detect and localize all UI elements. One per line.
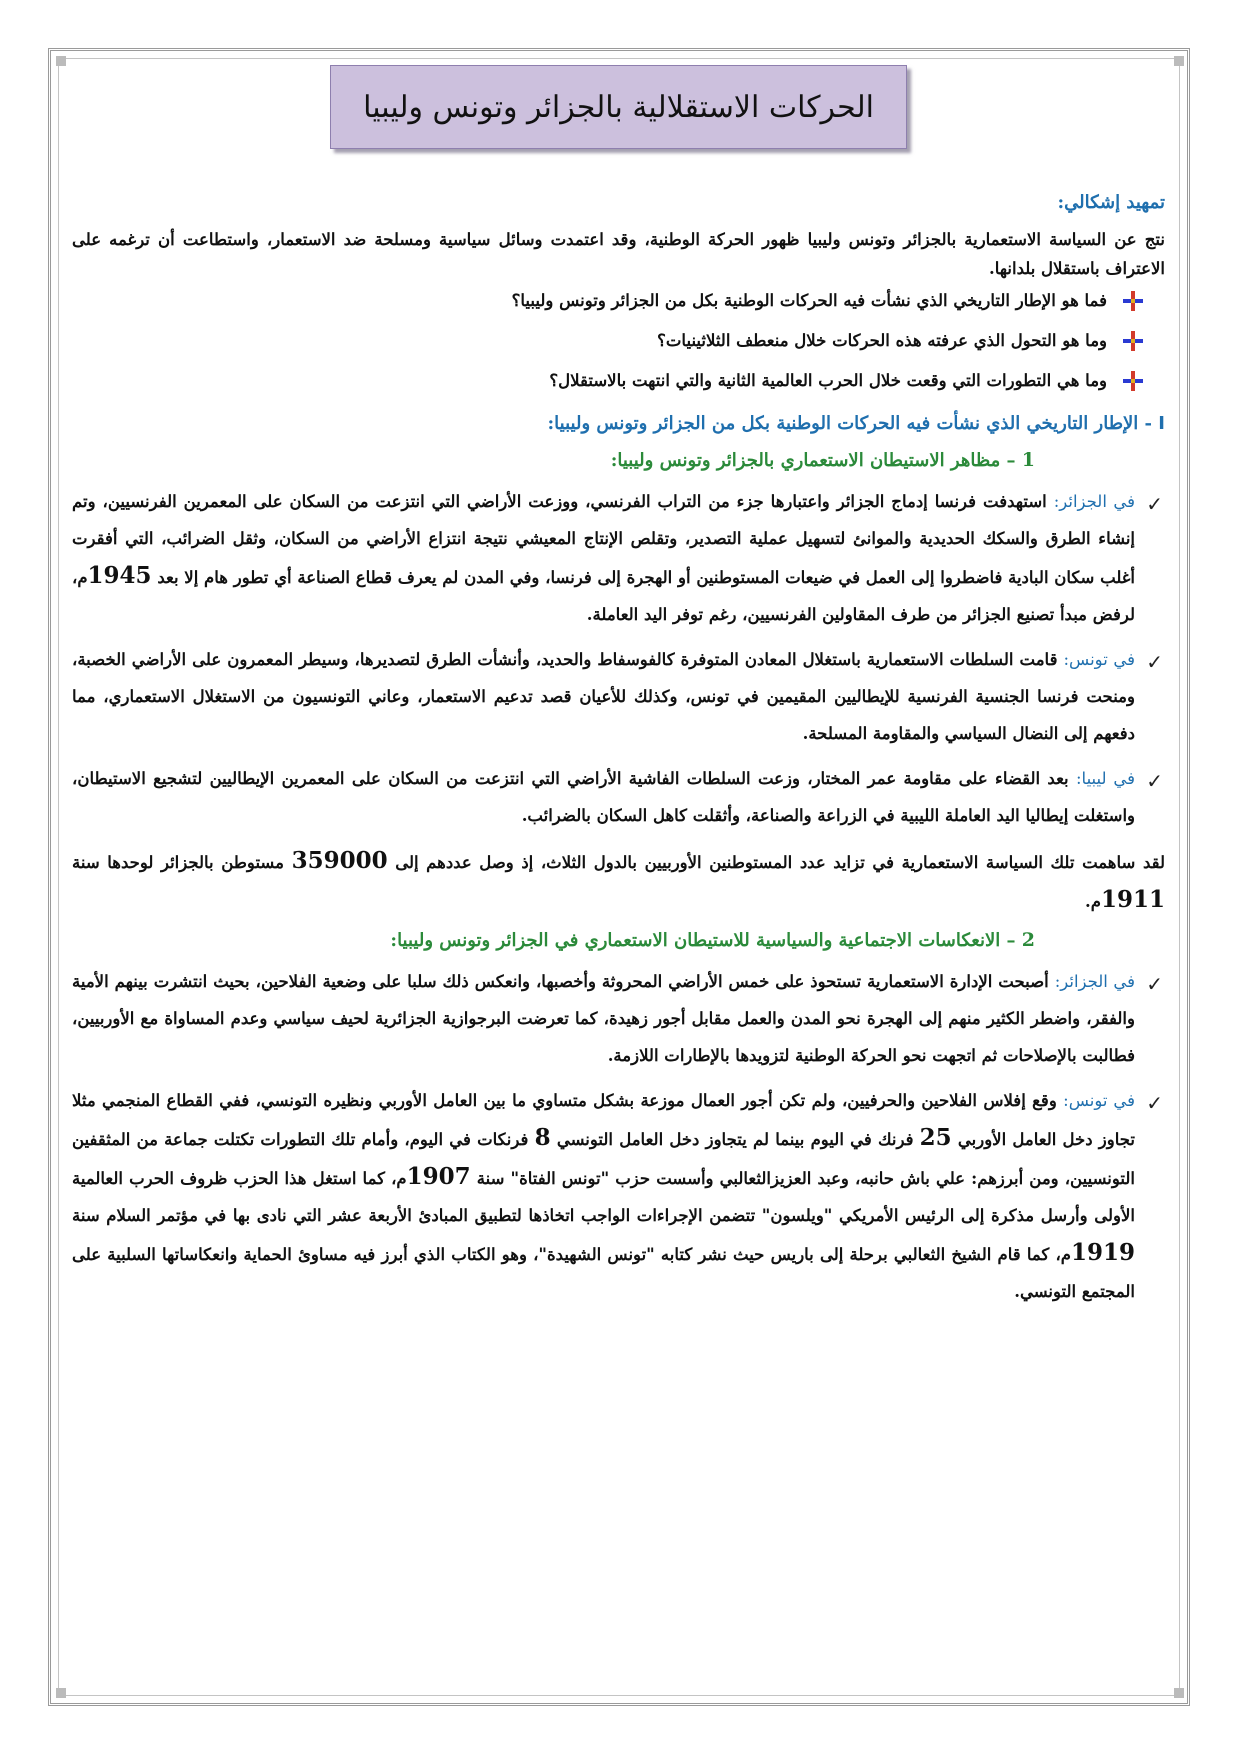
item-text: قامت السلطات الاستعمارية باستغلال المعادن المتوفرة كالفوسفاط والحديد، وأنشأت الطرق لتصديرها، وسيطر المعمرون على الأراضي الخصبة، ومنحت فرنسا الجنسية الفرنسية للإيطاليين المقيمين في تونس، وكذلك للأعيان قصد تدعيم الاستعمار، وعاني التونسيون من الاستغلال الاستعماري، مما دفعهم إلى النضال السياسي والمقاومة المسلحة.: [72, 650, 1135, 743]
year-number: 1945: [87, 562, 152, 589]
question-text: وما هي التطورات التي وقعت خلال الحرب العالمية الثانية والتي انتهت بالاستقلال؟: [549, 371, 1107, 390]
list-item: [72, 641, 1165, 752]
region-label: في تونس:: [1063, 1091, 1135, 1110]
checkmark-icon: ✓: [1146, 972, 1163, 996]
list-item: [72, 483, 1165, 633]
item-text: م، كما استغل هذا الحزب ظروف الحرب العالمية الأولى وأرسل مذكرة إلى الرئيس الأمريكي "ويلسون" تتضمن الإجراءات الواجب اتخاذها لتطبيق المبادئ الأربعة عشر التي نادى بها في مؤتمر السلام سنة: [72, 1169, 1135, 1225]
item-text: فرنكات في اليوم، وأمام تلك التطورات تكتلت جماعة من المثقفين التونسيين، ومن أبرزهم: علي باش حانبه، وعبد العزيزالثعالبي وأسست حزب "تونس الفتاة" سنة: [72, 1130, 1136, 1188]
subsection-1-heading: [72, 446, 1165, 475]
list-item: [72, 963, 1165, 1074]
region-label: في تونس:: [1063, 650, 1135, 669]
plus-bullet-icon: [1123, 371, 1143, 391]
subsection-2-heading: [72, 926, 1165, 955]
section-1-heading: [72, 409, 1165, 438]
summary-text: لقد ساهمت تلك السياسة الاستعمارية في تزايد عدد المستوطنين الأوربيين بالدول الثلاث، إذ وصل عددهم إلى: [387, 853, 1165, 872]
checkmark-icon: ✓: [1146, 492, 1163, 516]
title-box: [330, 65, 907, 149]
corner-ornament: [1174, 1688, 1184, 1698]
subsection-1-number: 1: [1021, 449, 1035, 471]
settler-count: 359000: [291, 847, 388, 874]
wage-number: 8: [534, 1124, 551, 1151]
region-label: في الجزائر:: [1053, 492, 1136, 511]
item-text: وقع إفلاس الفلاحين والحرفيين، ولم تكن أجور العمال موزعة بشكل متساوي ما بين العامل الأوربي ونظيره التونسي، ففي القطاع المنجمي مثلا تجاوز دخل العامل الأوربي: [72, 1091, 1135, 1149]
plus-bullet-icon: [1123, 331, 1143, 351]
question-text: وما هو التحول الذي عرفته هذه الحركات خلال منعطف الثلاثينيات؟: [657, 331, 1107, 350]
page-title: الحركات الاستقلالية بالجزائر وتونس وليبيا: [363, 89, 874, 125]
summary-text: م.: [1085, 892, 1101, 911]
question-item: [72, 329, 1143, 353]
subsection-2-number: 2: [1021, 929, 1035, 951]
summary-text: مستوطن بالجزائر لوحدها سنة: [72, 853, 292, 872]
list-item: [72, 760, 1165, 834]
list-item: [72, 1082, 1165, 1310]
intro-paragraph: نتج عن السياسة الاستعمارية بالجزائر وتونس وليبيا ظهور الحركة الوطنية، وقد اعتمدت وسائل سياسية ومسلحة ضد الاستعمار، واستطاعت أن ترغمه على الاعتراف باستقلال بلدانها.: [72, 230, 1165, 278]
corner-ornament: [56, 1688, 66, 1698]
item-text: أصبحت الإدارة الاستعمارية تستحوذ على خمس الأراضي المحروثة وأخصبها، وانعكس ذلك سلبا على وضعية الفلاحين، بحيث انتشرت بينهم الأمية والفقر، واضطر الكثير منهم إلى الهجرة نحو المدن والعمل مقابل أجور زهيدة، كما تعرضت البرجوازية الجزائرية لحيف سياسي وعدم المساواة مع الأوربيين، فطالبت بالإصلاحات ثم اتجهت نحو الحركة الوطنية لتزويدها بالإطارات اللازمة.: [72, 972, 1135, 1065]
checkmark-icon: ✓: [1146, 1091, 1163, 1115]
question-item: [72, 369, 1143, 393]
question-item: [72, 289, 1143, 313]
corner-ornament: [56, 56, 66, 66]
year-number: 1919: [1070, 1239, 1135, 1266]
item-text: م، كما قام الشيخ الثعالبي برحلة إلى باريس حيث نشر كتابه "تونس الشهيدة"، وهو الكتاب الذي أبرز فيه مساوئ الحماية وانعكاساتها السلبية على المجتمع التونسي.: [72, 1245, 1135, 1301]
region-label: في الجزائر:: [1054, 972, 1136, 991]
question-text: فما هو الإطار التاريخي الذي نشأت فيه الحركات الوطنية بكل من الجزائر وتونس وليبيا؟: [511, 291, 1107, 310]
section-1-number: I: [1158, 413, 1165, 434]
subsection-1-title: – مظاهر الاستيطان الاستعماري بالجزائر وتونس وليبيا:: [610, 450, 1022, 471]
year-number: 1907: [406, 1163, 471, 1190]
year-number: 1911: [1100, 886, 1165, 913]
subsection-2-title: – الانعكاسات الاجتماعية والسياسية للاستيطان الاستعماري في الجزائر وتونس وليبيا:: [390, 930, 1022, 951]
wage-number: 25: [919, 1124, 952, 1151]
item-text: استهدفت فرنسا إدماج الجزائر واعتبارها جزء من التراب الفرنسي، ووزعت الأراضي التي انتزعت من السكان على المعمرين الفرنسيين، وتم إنشاء الطرق والسكك الحديدية والموانئ لتسهيل عملية التصدير، وتقلص الإنتاج المعيشي نتيجة انتزاع الأراضي من السكان، وثقل الضرائب، التي أفقرت أغلب سكان البادية فاضطروا إلى العمل في ضيعات المستوطنين أو الهجرة إلى فرنسا، وفي المدن لم يعرف قطاع الصناعة أي تطور هام إلا بعد: [72, 492, 1135, 587]
item-text: فرنك في اليوم بينما لم يتجاوز دخل العامل التونسي: [550, 1130, 920, 1149]
region-label: في ليبيا:: [1075, 769, 1135, 788]
document-body: [72, 188, 1165, 1318]
intro-heading: تمهيد إشكالي:: [1057, 192, 1165, 213]
corner-ornament: [1174, 56, 1184, 66]
plus-bullet-icon: [1123, 291, 1143, 311]
item-text: م، لرفض مبدأ تصنيع الجزائر من طرف المقاولين الفرنسيين، رغم توفر اليد العاملة.: [72, 568, 1135, 624]
question-list: [72, 289, 1165, 393]
section-1-title: - الإطار التاريخي الذي نشأت فيه الحركات الوطنية بكل من الجزائر وتونس وليبيا:: [547, 413, 1159, 434]
summary-paragraph: [72, 842, 1165, 920]
subsection-2-list: [72, 963, 1165, 1310]
item-text: بعد القضاء على مقاومة عمر المختار، وزعت السلطات الفاشية الأراضي التي انتزعت من السكان على المعمرين الإيطاليين لتشجيع الاستيطان، واستغلت إيطاليا اليد العاملة الليبية في الزراعة والصناعة، وأثقلت كاهل السكان بالضرائب.: [72, 769, 1135, 825]
checkmark-icon: ✓: [1146, 769, 1163, 793]
subsection-1-list: [72, 483, 1165, 834]
checkmark-icon: ✓: [1146, 650, 1163, 674]
